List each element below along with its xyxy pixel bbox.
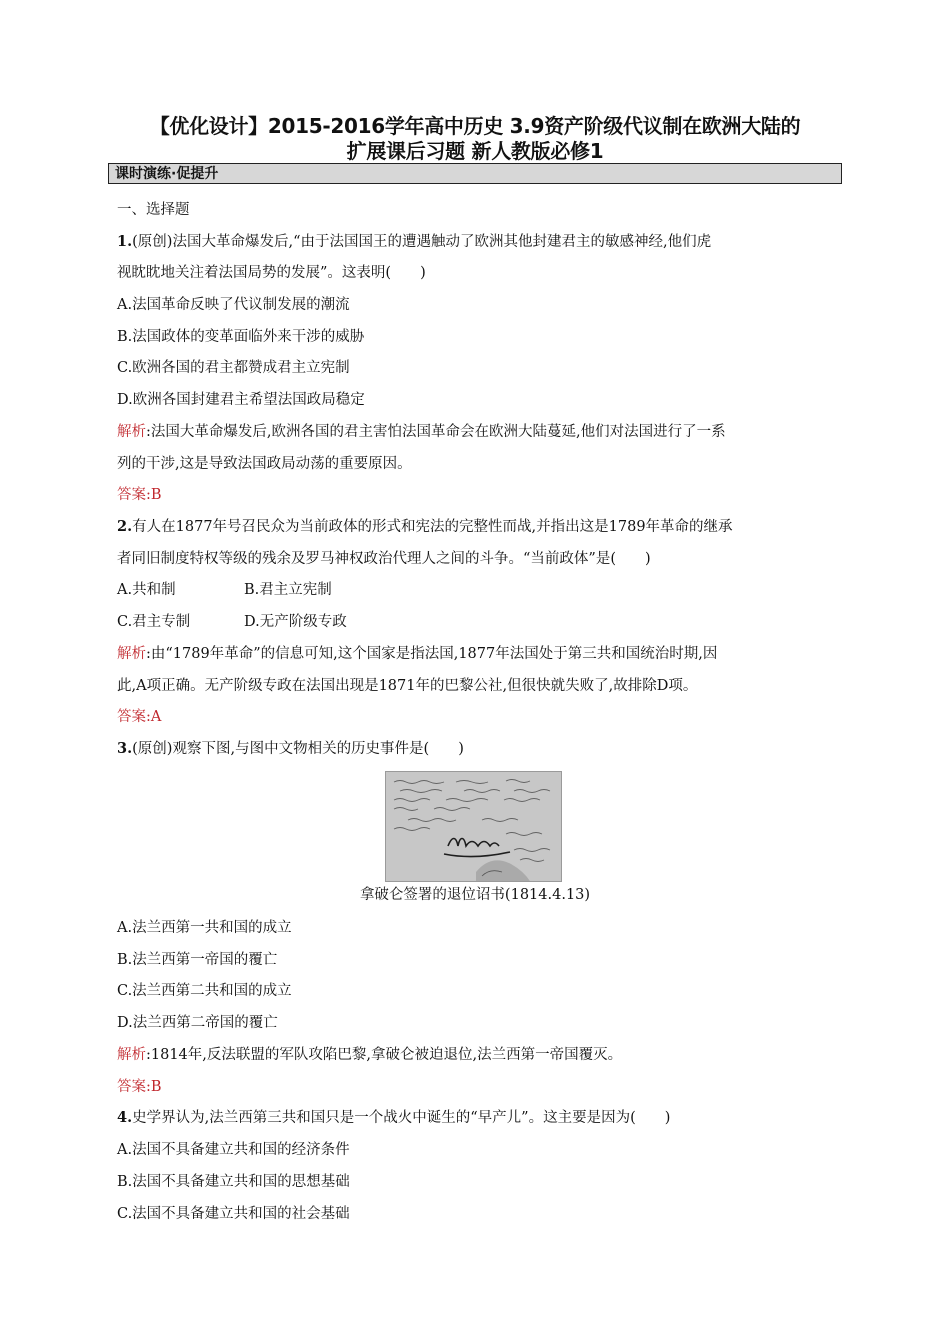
- q3-analysis-line-1: [117, 1045, 622, 1065]
- q1-analysis-line-2: 列的干涉,这是导致法国政局动荡的重要原因。: [117, 456, 412, 472]
- title-line-1: 【优化设计】2015-2016学年高中历史 3.9资产阶级代议制在欧洲大陆的: [149, 114, 801, 138]
- q1-option-a: A.法国革命反映了代议制发展的潮流: [117, 297, 350, 313]
- title-line-2: 扩展课后习题 新人教版必修1: [346, 139, 604, 163]
- q1-answer: 答案:B: [117, 487, 162, 503]
- q2-stem-text-1: 有人在1877年号召民众为当前政体的形式和宪法的完整性而战,并指出这是1789年革命的继承: [132, 519, 733, 535]
- q3-option-c: C.法兰西第二共和国的成立: [117, 983, 292, 999]
- q1-option-c: C.欧洲各国的君主都赞成君主立宪制: [117, 360, 350, 376]
- q2-options-row-1: [117, 580, 332, 600]
- q3-option-b: B.法兰西第一帝国的覆亡: [117, 952, 278, 968]
- q2-option-b: B.君主立宪制: [244, 582, 332, 598]
- document-title: [100, 114, 850, 164]
- q2-options-row-2: [117, 612, 347, 632]
- q3-option-d: D.法兰西第二帝国的覆亡: [117, 1015, 278, 1031]
- q3-number: 3.: [117, 740, 133, 757]
- q2-analysis-text-1: :由“1789年革命”的信息可知,这个国家是指法国,1877年法国处于第三共和国统治时期,因: [146, 646, 718, 662]
- q1-number: 1.: [117, 233, 133, 250]
- q1-stem-line-2: 视眈眈地关注着法国局势的发展”。这表明( ): [117, 265, 426, 281]
- q2-option-a: A.共和制: [117, 582, 176, 598]
- q4-option-b: B.法国不具备建立共和国的思想基础: [117, 1174, 350, 1190]
- q1-option-d: D.欧洲各国封建君主希望法国政局稳定: [117, 392, 365, 408]
- figure-caption: 拿破仑签署的退位诏书(1814.4.13): [359, 887, 591, 903]
- q2-number: 2.: [117, 518, 133, 535]
- q4-option-a: A.法国不具备建立共和国的经济条件: [117, 1142, 350, 1158]
- q3-answer: 答案:B: [117, 1079, 162, 1095]
- q1-analysis-text-1: :法国大革命爆发后,欧洲各国的君主害怕法国革命会在欧洲大陆蔓延,他们对法国进行了一系: [146, 424, 726, 440]
- q1-analysis-label: 解析: [117, 424, 146, 440]
- q4-stem-text-1: 史学界认为,法兰西第三共和国只是一个战火中诞生的“早产儿”。这主要是因为( ): [132, 1110, 671, 1126]
- q2-analysis-label: 解析: [117, 646, 146, 662]
- q1-analysis-line-1: [117, 422, 726, 442]
- abdication-document-image: [385, 771, 562, 882]
- q4-number: 4.: [117, 1109, 133, 1126]
- q2-option-d: D.无产阶级专政: [244, 614, 347, 630]
- q3-option-a: A.法兰西第一共和国的成立: [117, 920, 292, 936]
- q1-option-b: B.法国政体的变革面临外来干涉的威胁: [117, 329, 365, 345]
- q2-stem-line-2: 者同旧制度特权等级的残余及罗马神权政治代理人之间的斗争。“当前政体”是( ): [117, 551, 651, 567]
- q2-analysis-line-2: 此,A项正确。无产阶级专政在法国出现是1871年的巴黎公社,但很快就失败了,故排除D项。: [117, 678, 698, 694]
- q2-option-c: C.君主专制: [117, 614, 191, 630]
- q3-analysis-label: 解析: [117, 1047, 146, 1063]
- q4-stem-line-1: [117, 1108, 670, 1128]
- manuscript-illustration: [386, 772, 562, 882]
- q1-stem-line-1: [117, 232, 711, 252]
- section-heading: 一、选择题: [117, 202, 190, 218]
- q3-stem-line-1: [117, 739, 464, 759]
- q3-stem-text-1: (原创)观察下图,与图中文物相关的历史事件是( ): [132, 741, 464, 757]
- q4-option-c: C.法国不具备建立共和国的社会基础: [117, 1206, 350, 1222]
- q1-stem-text-1: (原创)法国大革命爆发后,“由于法国国王的遭遇触动了欧洲其他封建君主的敏感神经,他们虎: [132, 234, 712, 250]
- q2-analysis-line-1: [117, 644, 717, 664]
- q2-stem-line-1: [117, 517, 733, 537]
- q3-analysis-text-1: :1814年,反法联盟的军队攻陷巴黎,拿破仑被迫退位,法兰西第一帝国覆灭。: [146, 1047, 623, 1063]
- section-bar: [108, 163, 842, 184]
- q2-answer: 答案:A: [117, 709, 162, 725]
- section-bar-label: 课时演练·促提升: [115, 166, 219, 182]
